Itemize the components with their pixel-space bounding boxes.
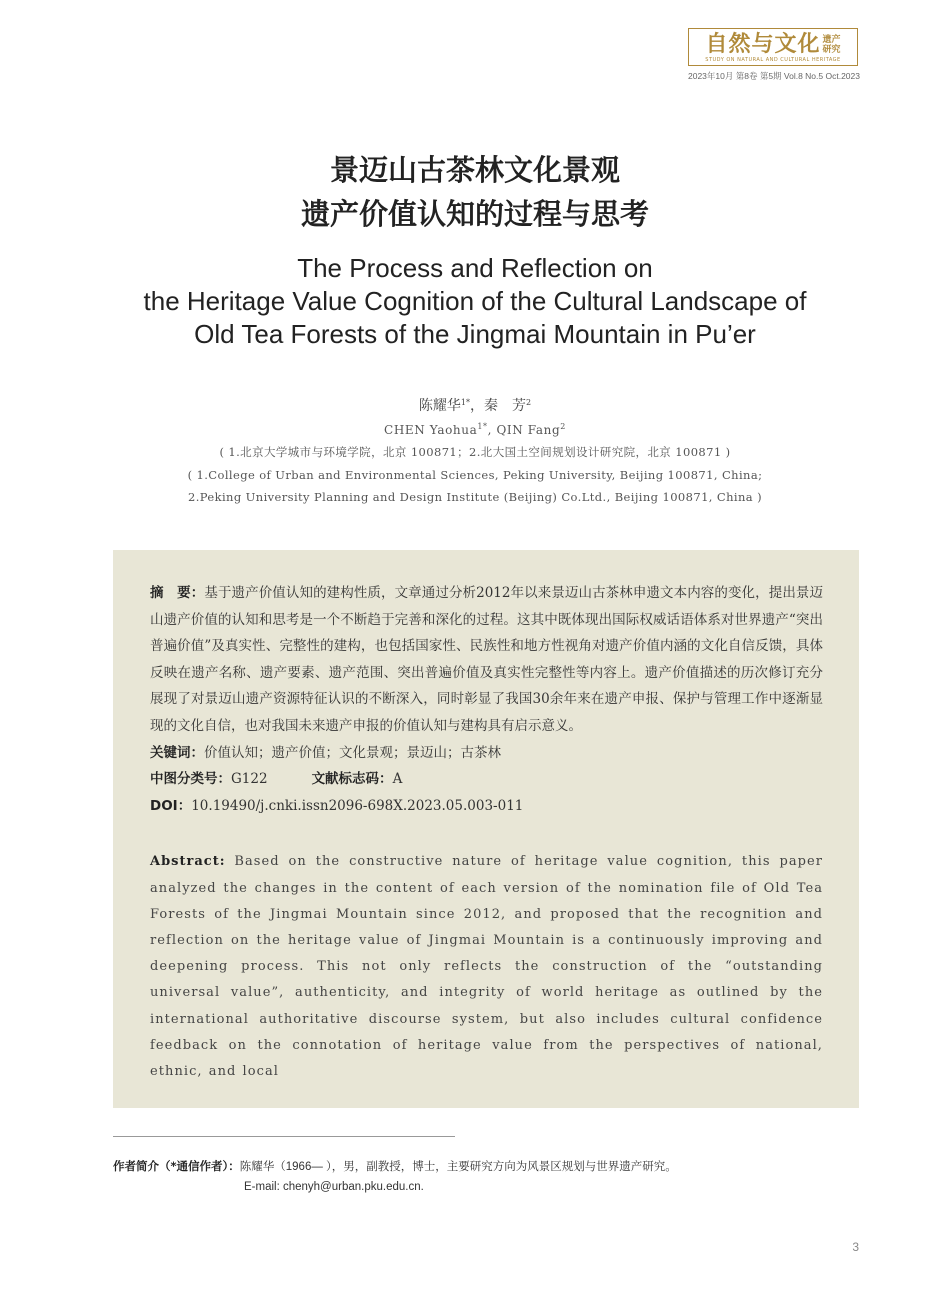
footnote-email: E-mail: chenyh@urban.pku.edu.cn.	[244, 1181, 424, 1193]
authors-english	[0, 417, 950, 440]
affiliation-english-2: 2.Peking University Planning and Design Institute (Beijing) Co.Ltd., Beijing 100871, China )	[188, 490, 762, 504]
logo-main-text: 自然与文化	[705, 31, 821, 57]
doi-label: DOI：	[150, 797, 192, 814]
clc-label: 中图分类号：	[150, 771, 231, 788]
footnote-label: 作者简介（*通信作者）：	[113, 1159, 240, 1173]
authors-en-separator: ,	[487, 423, 497, 437]
author1-en-affil: 1*	[477, 422, 488, 431]
logo-side-text	[823, 35, 841, 55]
abstract-cn-label: 摘 要：	[150, 585, 205, 601]
doi-line	[150, 793, 823, 820]
footnote-text: 陈耀华（1966— ），男，副教授，博士，主要研究方向为风景区规划与世界遗产研究。	[239, 1161, 677, 1173]
doi-value: 10.19490/j.cnki.issn2096-698X.2023.05.003-011	[191, 797, 524, 814]
author1-en: CHEN Yaohua	[384, 423, 478, 437]
journal-logo	[688, 28, 858, 66]
author1-cn: 陈耀华	[418, 398, 461, 414]
logo-side-line1: 遗产	[822, 35, 841, 45]
footnote-divider	[113, 1136, 455, 1137]
author2-cn-affil: 2	[526, 398, 532, 407]
title-english	[0, 252, 950, 351]
title-cn-line2: 遗产价值认知的过程与思考	[300, 197, 649, 231]
title-en-line3: Old Tea Forests of the Jingmai Mountain in Pu’er	[194, 319, 756, 349]
author-block	[0, 392, 950, 508]
authors-cn-separator: ，	[470, 398, 484, 414]
abstract-en-label: Abstract:	[150, 854, 226, 870]
title-chinese	[0, 148, 950, 236]
title-en-line2: the Heritage Value Cognition of the Cultural Landscape of	[143, 286, 807, 316]
abstract-chinese	[150, 580, 823, 740]
clc-value: G122	[231, 771, 268, 788]
abstract-content	[150, 580, 823, 1085]
keywords-text: 价值认知；遗产价值；文化景观；景迈山；古茶林	[204, 744, 501, 761]
author-footnote	[113, 1156, 853, 1197]
author2-en: QIN Fang	[496, 423, 561, 437]
affiliation-chinese: ( 1.北京大学城市与环境学院，北京 100871；2.北大国土空间规划设计研究院，北京 100871 )	[219, 445, 731, 459]
author1-cn-affil: 1*	[460, 398, 470, 407]
issue-info: 2023年10月 第8卷 第5期 Vol.8 No.5 Oct.2023	[688, 71, 860, 81]
title-en-line1: The Process and Reflection on	[297, 253, 653, 283]
authors-chinese	[0, 392, 950, 417]
footnote-line	[113, 1156, 853, 1177]
abstract-box	[113, 550, 859, 1108]
logo-english-name: STUDY ON NATURAL AND CULTURAL HERITAGE	[705, 57, 841, 63]
author2-en-affil: 2	[560, 422, 566, 431]
doc-code-label: 文献标志码：	[311, 771, 393, 788]
author2-cn: 秦 芳	[484, 398, 526, 414]
logo-side-line2: 研究	[822, 45, 841, 55]
abstract-en-text: Based on the constructive nature of heritage value cognition, this paper analyzed the changes in the content of each version of the nomination file of Old Tea Forests of the Jingmai Mountain since 2012, and proposed that the recognition and reflection on the heritage value of Jingmai Mountain is a continuously improving and deepening process. This not only reflects the construction of the “outstanding universal value”, authenticity, and integrity of world heritage as outlined by the international authoritative discourse system, but also includes cultural confidence feedback on the connotation of heritage value from the perspectives of national, ethnic, and local	[150, 854, 823, 1079]
keywords-label: 关键词：	[150, 744, 204, 761]
doc-code-value: A	[392, 771, 403, 788]
keywords-line	[150, 740, 823, 767]
journal-masthead	[688, 28, 858, 82]
abstract-cn-text: 基于遗产价值认知的建构性质，文章通过分析2012年以来景迈山古茶林申遗文本内容的变化，提出景迈山遗产价值的认知和思考是一个不断趋于完善和深化的过程。这其中既体现出国际权威话语体系对世界遗产“突出普遍价值”及真实性、完整性的建构，也包括国家性、民族性和地方性视角对遗产价值内涵的文化自信反馈，具体反映在遗产名称、遗产要素、遗产范围、突出普遍价值及真实性完整性等内容上。遗产价值描述的历次修订充分展现了对景迈山遗产资源特征认识的不断深入，同时彰显了我国30余年来在遗产申报、保护与管理工作中逐渐显现的文化自信，也对我国未来遗产申报的价值认知与建构具有启示意义。	[150, 585, 824, 734]
abstract-english	[150, 849, 823, 1085]
affiliation-english-1: ( 1.College of Urban and Environmental Sciences, Peking University, Beijing 100871, China;	[187, 468, 763, 482]
page-number: 3	[852, 1240, 859, 1254]
title-cn-line1: 景迈山古茶林文化景观	[329, 153, 620, 187]
classification-line	[150, 766, 823, 793]
